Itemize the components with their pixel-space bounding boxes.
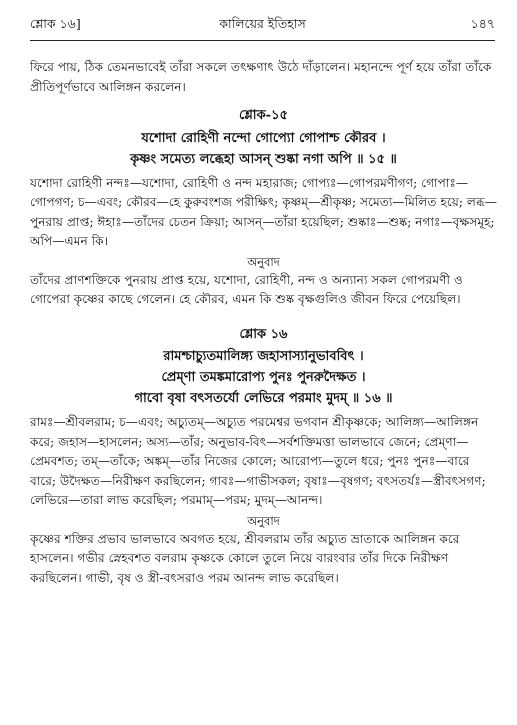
page-body bbox=[30, 58, 497, 588]
header-rule bbox=[30, 40, 495, 41]
verse-16-line-3: গাবো বৃষা বৎসতর্যো লেভিরে পরমাং মুদম্ ॥ ১৬ ॥ bbox=[134, 391, 393, 406]
verse-15-line-1: যশোদা রোহিণী নন্দো গোপ্যো গোপাশ্চ কৌরব । bbox=[141, 130, 386, 146]
verse-15-synonyms: যশোদা রোহিণী নন্দঃ—যশোদা, রোহিণী ও নন্দ মহারাজ; গোপ্যঃ—গোপরমণীগণ; গোপাঃ—গোপগণ; চ—এবং; কৌরব—হে কুরুবংশজ পরীক্ষিৎ; কৃষ্ণম্—শ্রীকৃষ্ণ; সমেত্য—মিলিত হয়ে; লব্ধ—পুনরায় প্রাপ্ত; ঈহাঃ—তাঁদের চেতন ক্রিয়া; আসন্—তাঁরা হয়েছিল; শুষ্কাঃ—শুষ্ক; নগাঃ—বৃক্ষসমূহ; অপি—এমন কি। bbox=[30, 175, 497, 248]
verse-16-line-2: প্রেম্ণা তমঙ্কমারোপ্য পুনঃ পুনরুদৈক্ষত । bbox=[161, 370, 366, 385]
verse-16-translation-heading: অনুবাদ bbox=[247, 513, 280, 528]
verse-15-line-2: কৃষ্ণং সমেত্য লব্ধেহা আসন্ শুষ্কা নগা অপি ॥ ১৫ ॥ bbox=[130, 151, 397, 167]
verse-reference: শ্লোক ১৬] bbox=[30, 16, 81, 31]
verse-15-translation-heading: অনুবাদ bbox=[247, 254, 280, 269]
verse-15-heading: শ্লোক-১৫ bbox=[239, 108, 288, 123]
intro-paragraph: ফিরে পায়, ঠিক তেমনভাবেই তাঁরা সকলে তৎক্ষণাৎ উঠে দাঁড়ালেন। মহানন্দে পূর্ণ হয়ে তাঁরা তাঁকে প্রীতিপূর্ণভাবে আলিঙ্গন করলেন। bbox=[30, 60, 492, 94]
page-number: ১৪৭ bbox=[470, 16, 495, 31]
verse-15-translation: তাঁদের প্রাণশক্তিকে পুনরায় প্রাপ্ত হয়ে, যশোদা, রোহিণী, নন্দ ও অন্যান্য সকল গোপরমণী ও গোপেরা কৃষ্ণের কাছে গেলেন। হে কৌরব, এমন কি শুষ্ক বৃক্ষগুলিও জীবন ফিরে পেয়েছিল। bbox=[30, 272, 463, 306]
verse-16-line-1: রামশ্চাচ্যুতমালিঙ্গ্য জহাসাস্যানুভাববিৎ । bbox=[163, 349, 364, 364]
chapter-title: কালিয়ের ইতিহাস bbox=[219, 16, 306, 31]
verse-16-heading: শ্লোক ১৬ bbox=[239, 326, 288, 342]
verse-16-translation: কৃষ্ণের শক্তির প্রভাব ভালভাবে অবগত হয়ে, শ্রীবলরাম তাঁর অচ্যুত ভ্রাতাকে আলিঙ্গন করে হাসলেন। গভীর স্নেহবশত বলরাম কৃষ্ণকে কোলে তুলে নিয়ে বারংবার তাঁর দিকে নিরীক্ষণ করছিলেন। গাভী, বৃষ ও স্ত্রী-বৎসরাও পরম আনন্দ লাভ করেছিল। bbox=[30, 531, 460, 585]
running-header bbox=[30, 16, 495, 36]
verse-16-synonyms: রামঃ—শ্রীবলরাম; চ—এবং; অচ্যুতম্—অচ্যুত পরমেশ্বর ভগবান শ্রীকৃষ্ণকে; আলিঙ্গ্য—আলিঙ্গন করে; জহাস—হাসলেন; অস্য—তাঁর; অনুভাব-বিৎ—সর্বশক্তিমত্তা ভালভাবে জেনে; প্রেম্ণা—প্রেমবশত; তম্—তাঁকে; অঙ্কম্—তাঁর নিজের কোলে; আরোপ্য—তুলে ধরে; পুনঃ পুনঃ—বারে বারে; উদৈক্ষত—নিরীক্ষণ করছিলেন; গাবঃ—গাভীসকল; বৃষাঃ—বৃষগণ; বৎসতর্যঃ—স্ত্রীবৎসগণ; লেভিরে—তারা লাভ করেছিল; পরমাম্—পরম; মুদম্—আনন্দ। bbox=[30, 415, 486, 507]
